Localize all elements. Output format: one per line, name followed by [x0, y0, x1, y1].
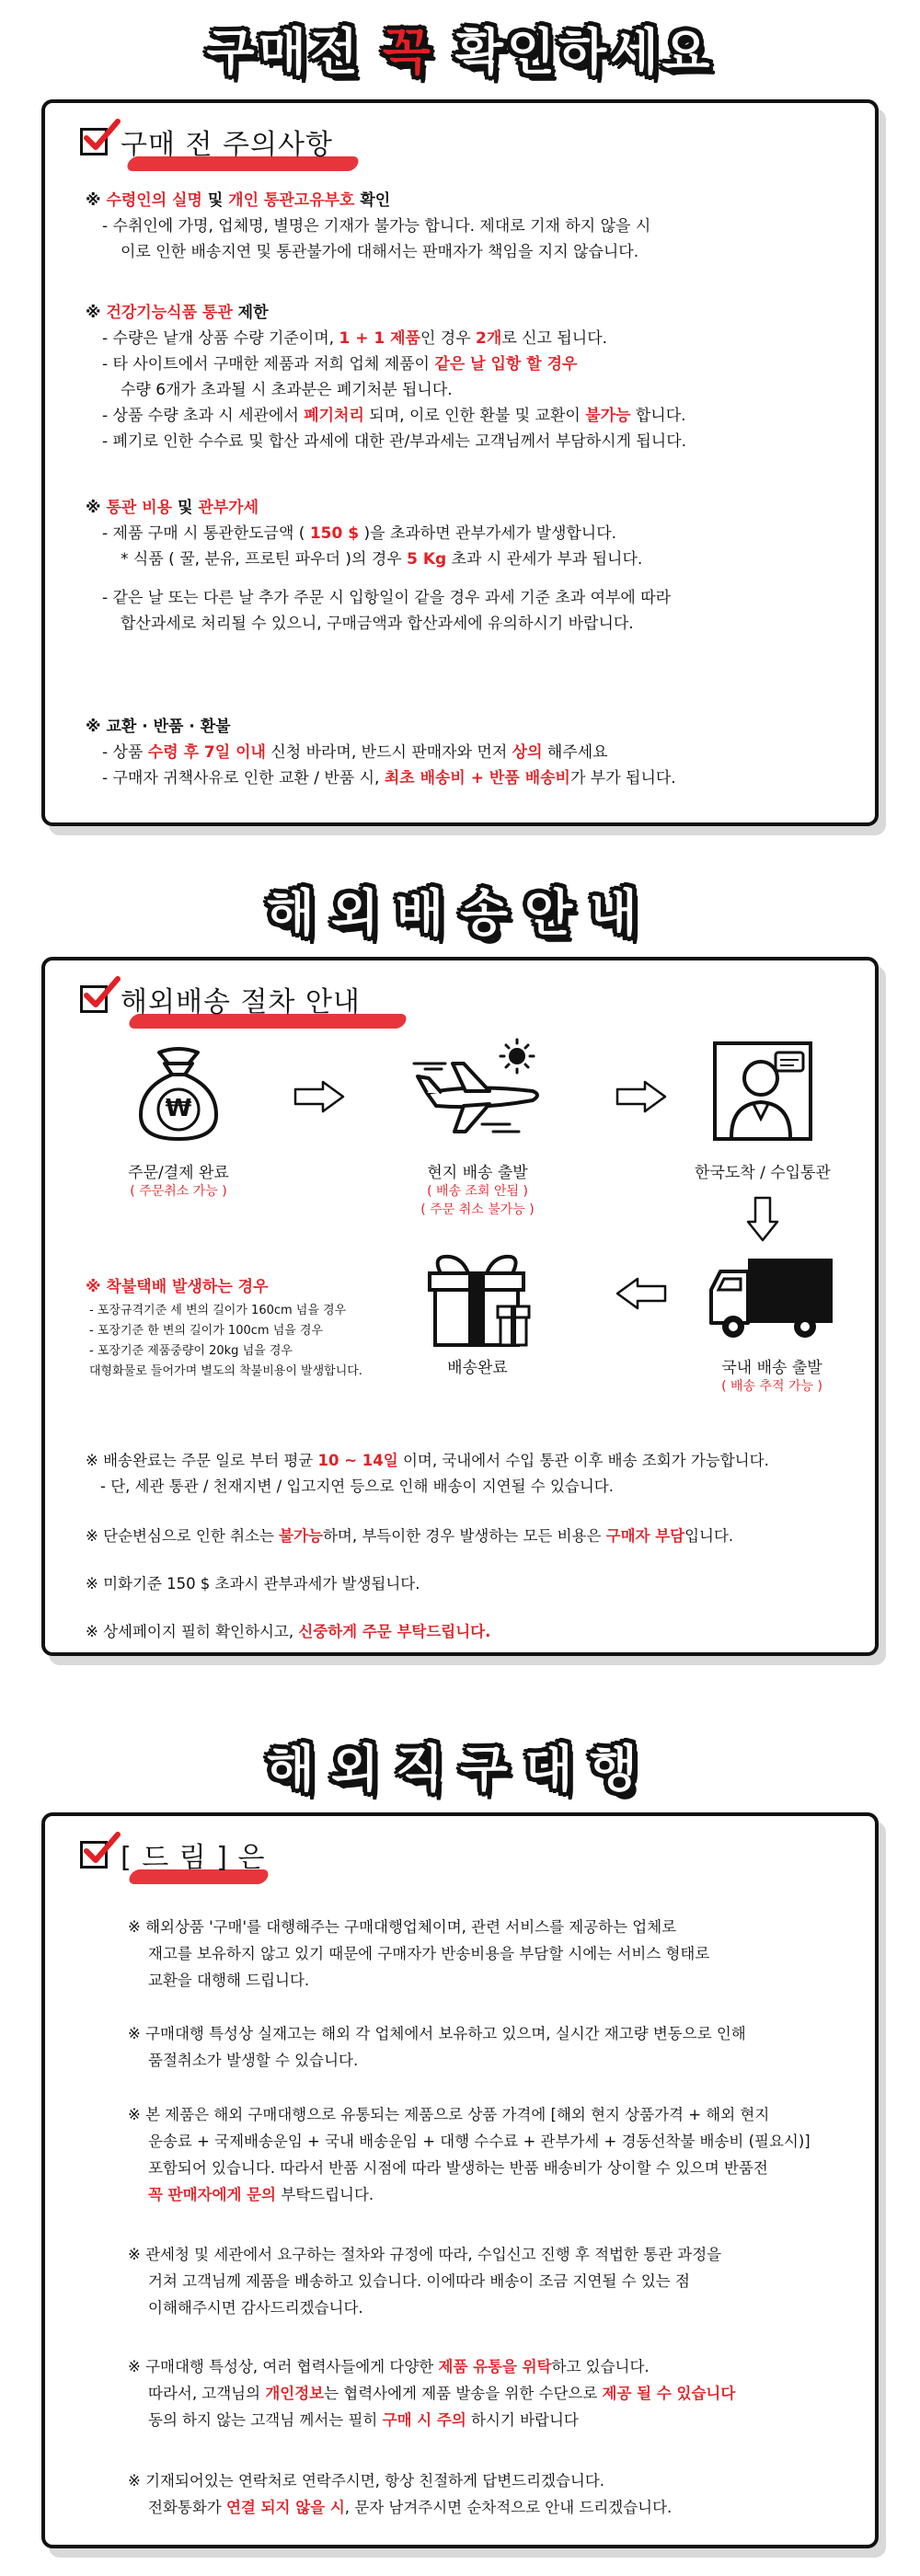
- section-health-food: ※ 건강기능식품 통관 제한 - 수량은 낱개 상품 수량 기준이며, 1 + 1 제품인 경우 2개로 신고 됩니다. - 타 사이트에서 구매한 제품과 저희 업체 제품이 같은 날 입항 할 경우 수량 6개가 초과될 시 초과분은 폐기처분 됩니다. - 상품 수량 초과 시 세관에서 폐기처리 되며, 이로 인한 환불 및 교환이 불가능 합니다. - 폐기로 인한 수수료 및 합산 과세에 대한 관/부과세는 고객님께서 부담하시게 됩니다.: [86, 304, 687, 451]
- delivery-time-notice: ※ 배송완료는 주문 일로 부터 평균 10 ~ 14일 이며, 국내에서 수입 통관 이후 배송 조회가 가능합니다. - 단, 세관 통관 / 천재지변 / 입고지연 등으로 인해 배송이 지연될 수 있습니다.: [86, 1452, 769, 1495]
- section-recipient: ※ 수령인의 실명 및 개인 통관고유부호 확인 - 수취인에 가명, 업체명, 별명은 기재가 불가능 합니다. 제대로 기재 하지 않을 시 이로 인한 배송지연 및 통관불가에 대해서는 판매자가 책임을 지지 않습니다.: [86, 191, 651, 261]
- box-title: [ 드 림 ] 은: [80, 1834, 266, 1875]
- heading-overseas-shipping: 해외배송안내: [266, 884, 654, 942]
- step-korea-customs: 한국도착 / 수입통관: [695, 1164, 831, 1182]
- checkbox-icon: [80, 985, 108, 1013]
- arrow-down-icon: [746, 1196, 779, 1242]
- arrow-right-icon: [615, 1080, 667, 1113]
- section-exchange-refund: ※ 교환 · 반품 · 환불 - 상품 수령 후 7일 이내 신청 바라며, 반드시 판매자와 먼저 상의 해주세요 - 구매자 귀책사유로 인한 교환 / 반품 시, 최초 배송비 + 반품 배송비가 부가 됩니다.: [86, 718, 676, 788]
- customs-officer-icon: [711, 1040, 814, 1143]
- checkbox-icon: [80, 128, 108, 155]
- heading-emphasis: 꼭: [382, 23, 434, 81]
- dream-paragraph-1: ※ 해외상품 '구매'를 대행해주는 구매대행업체이며, 관련 서비스를 제공하는 업체로 재고를 보유하지 않고 있기 때문에 구매자가 반송비용을 부담할 시에는 서비스 형태로 교환을 대행해 드립니다.: [128, 1918, 710, 1989]
- box-title: 구매 전 주의사항: [80, 121, 333, 162]
- dream-paragraph-2: ※ 구매대행 특성상 실재고는 해외 각 업체에서 보유하고 있으며, 실시간 재고량 변동으로 인해 품절취소가 발생할 수 있습니다.: [128, 2025, 746, 2069]
- gift-box-icon: [422, 1248, 533, 1349]
- delivery-truck-icon: [707, 1253, 836, 1345]
- cod-notice: ※ 착불택배 발생하는 경우 - 포장규격기준 세 변의 길이가 160cm 넘을 경우 - 포장기준 한 변의 길이가 100cm 넘을 경우 - 포장기준 제품중량이 20kg 넘을 경우 대형화물로 들어가며 별도의 착불비용이 발생합니다.: [86, 1278, 362, 1378]
- arrow-right-icon: [293, 1080, 345, 1113]
- step-domestic-delivery: 국내 배송 출발 ( 배송 추적 가능 ): [721, 1359, 822, 1394]
- checkbox-icon: [80, 1841, 108, 1869]
- dream-info-box: [41, 1812, 879, 2548]
- dream-paragraph-3: ※ 본 제품은 해외 구매대행으로 유통되는 제품으로 상품 가격에 [해외 현지 상품가격 + 해외 현지 운송료 + 국제배송운임 + 국내 배송운임 + 대행 수수료 + 관부가세 + 경동선착불 배송비 (필요시)] 포함되어 있습니다. 따라서 반품 시점에 따라 발생하는 반품 배송비가 상이할 수 있으며 반품전 꼭 판매자에게 문의 부탁드립니다.: [128, 2106, 811, 2203]
- dream-paragraph-4: ※ 관세청 및 세관에서 요구하는 절차와 규정에 따라, 수입신고 진행 후 적법한 통관 과정을 거쳐 고객님께 제품을 배송하고 있습니다. 이에따라 배송이 조금 지연될 수 있는 점 이해해주시면 감사드리겠습니다.: [128, 2246, 722, 2317]
- arrow-left-icon: [615, 1277, 667, 1310]
- section-customs-fee: ※ 통관 비용 및 관부가세 - 제품 구매 시 통관한도금액 ( 150 $ )을 초과하면 관부가세가 발생합니다. * 식품 ( 꿀, 분유, 프로틴 파우더 )의 경우 5 Kg 초과 시 관세가 부과 됩니다. - 같은 날 또는 다른 날 추가 주문 시 입항일이 같을 경우 과세 기준 초과 여부에 따라 합산과세로 처리될 수 있으니, 구매금액과 합산과세에 유의하시기 바랍니다.: [86, 499, 672, 633]
- heading-check-before-purchase: 구매전 꼭 확인하세요: [206, 23, 714, 81]
- tax-notice: ※ 미화기준 150 $ 초과시 관부과세가 발생됩니다.: [86, 1575, 420, 1593]
- dream-paragraph-5: ※ 구매대행 특성상, 여러 협력사들에게 다양한 제품 유통을 위탁하고 있습니다. 따라서, 고객님의 개인정보는 협력사에게 제품 발송을 위한 수단으로 제공 될 수 있습니다 동의 하지 않는 고객님 께서는 필히 구매 시 주의 하시기 바랍니다: [128, 2358, 736, 2429]
- shipping-guide-box: [41, 957, 879, 1656]
- money-bag-icon: [128, 1043, 229, 1144]
- purchase-notice-box: [41, 99, 879, 826]
- dream-paragraph-6: ※ 기재되어있는 연락처로 연락주시면, 항상 친절하게 답변드리겠습니다. 전화통화가 연결 되지 않을 시, 문자 남겨주시면 순차적으로 안내 드리겠습니다.: [128, 2472, 673, 2516]
- heading-overseas-purchase: 해외직구대행: [266, 1740, 654, 1798]
- confirm-notice: ※ 상세페이지 필히 확인하시고, 신중하게 주문 부탁드립니다.: [86, 1623, 491, 1640]
- cancel-notice: ※ 단순변심으로 인한 취소는 불가능하며, 부득이한 경우 발생하는 모든 비용은 구매자 부담입니다.: [86, 1527, 734, 1545]
- airplane-icon: [408, 1036, 546, 1146]
- step-delivered: 배송완료: [447, 1359, 508, 1377]
- step-local-dispatch: 현지 배송 출발 ( 배송 조회 안됨 ) ( 주문 취소 불가능 ): [420, 1164, 535, 1217]
- step-order-complete: 주문/결제 완료 ( 주문취소 가능 ): [128, 1164, 229, 1199]
- won-symbol: ₩: [165, 1095, 192, 1122]
- box-title: 해외배송 절차 안내: [80, 979, 361, 1019]
